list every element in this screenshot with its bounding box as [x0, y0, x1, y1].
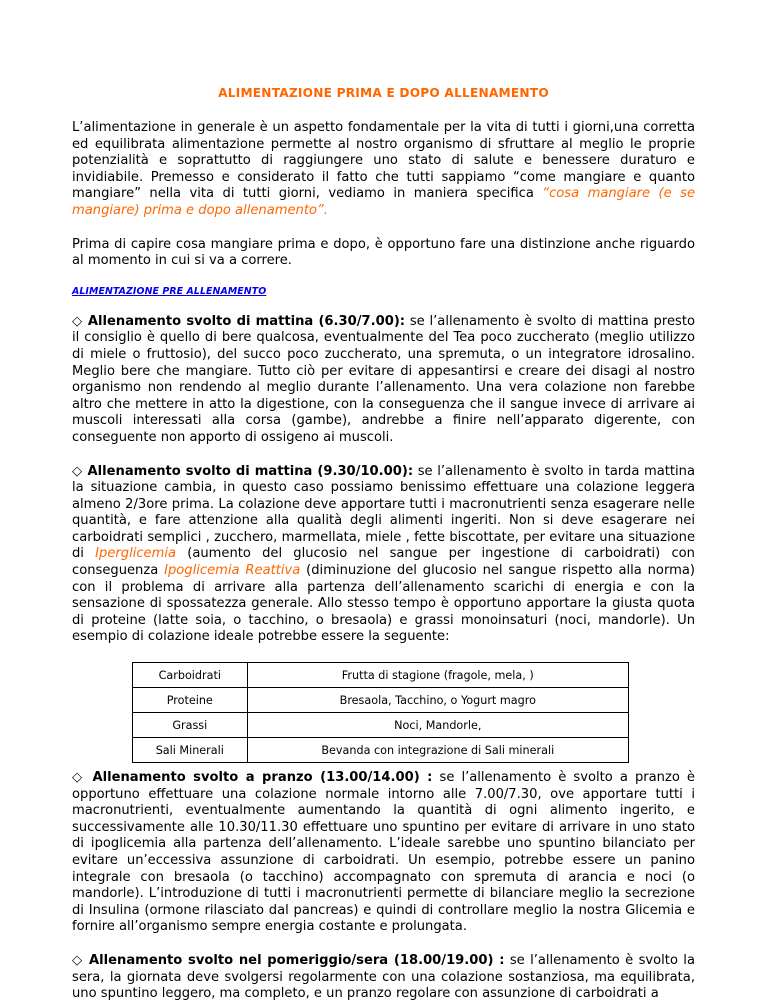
block-heading: ◇ Allenamento svolto a pranzo (13.00/14.00) :: [72, 770, 433, 786]
block-text: (aumento del glucosio nel sangue per ingestione di carboidrati) con conseguenza: [72, 546, 695, 579]
table-cell-key: Grassi: [133, 713, 248, 738]
block-text: se l’allenamento è svolto a pranzo è opportuno effettuare una colazione normale intorno alle 7.00/7.30, ove apportare tutti i macronutrienti, eventualmente aumentando la quantità di ogni alimento ingerito, e successivamente alle 10.30/11.30 effettuare uno spuntino per evitare di arrivare in uno stato di ipoglicemia alla partenza dell’allenamento. L’ideale sarebbe uno spuntino bilanciato per evitare un’eccessiva assunzione di carboidrati. Un esempio, potrebbe essere un panino integrale con bresaola (o tacchino) accompagnato con spremuta di arancia e noci (o mandorle). L’introduzione di tutti i macronutrienti permette di bilanciare meglio la secrezione di Insulina (ormone rilasciato dal pancreas) e quindi di controllare meglio la nostra Glicemia e fornire all’organismo sempre energia costante e prolungata.: [72, 770, 695, 935]
table-cell-key: Proteine: [133, 688, 248, 713]
intro-text: L’alimentazione in generale è un aspetto fondamentale per la vita di tutti i giorni,una corretta ed equilibrata alimentazione permette al nostro organismo di sfruttare al meglio le proprie potenzialità e soprattutto di raggiungere uno stato di salute e benessere duraturo e invidiabile. Premesso e considerato il fatto che tutti sappiamo “come mangiare e quanto mangiare” nella vita di tutti giorni, vediamo in maniera specifica: [72, 120, 695, 202]
block-mattina-presto: [72, 314, 695, 447]
document-title: ALIMENTAZIONE PRIMA E DOPO ALLENAMENTO: [218, 86, 549, 100]
term-iperglicemia: Iperglicemia: [95, 546, 177, 562]
colazione-table: [132, 662, 629, 763]
table-row: [133, 713, 629, 738]
block-heading: ◇ Allenamento svolto di mattina (9.30/10.00):: [72, 463, 414, 479]
table-row: [133, 663, 629, 688]
table-cell-value: Bresaola, Tacchino, o Yogurt magro: [247, 688, 628, 713]
block-pranzo: [72, 770, 695, 936]
table-row: [133, 738, 629, 763]
block-text: se l’allenamento è svolto la sera, la giornata deve svolgersi regolarmente con una colazione sostanziosa, ma equilibrata, uno spuntino leggero, ma completo, e un pranzo regolare con assunzione di carboidrati a: [72, 952, 695, 1002]
intro-paragraph-2: Prima di capire cosa mangiare prima e dopo, è opportuno fare una distinzione anche riguardo al momento in cui si va a correre.: [72, 236, 695, 269]
table-cell-value: Noci, Mandorle,: [247, 713, 628, 738]
intro-highlight: “cosa mangiare (e se mangiare) prima e dopo allenamento”.: [72, 186, 696, 218]
table-cell-value: Frutta di stagione (fragole, mela, ): [247, 663, 628, 688]
block-text: se l’allenamento è svolto in tarda mattina la situazione cambia, in questo caso possiamo benissimo effettuare una colazione leggera almeno 2/3ore prima. La colazione deve apportare tutti i macronutrienti senza esagerare nelle quantità, e fare attenzione alla qualità degli alimenti ingeriti. Non si deve esagerare nei carboidrati semplici , zucchero, marmellata, miele , fette biscottate, per evitare una situazione di: [72, 463, 695, 562]
table-cell-value: Bevanda con integrazione di Sali minerali: [247, 738, 628, 763]
document-page: [72, 0, 695, 1003]
table-row: [133, 688, 629, 713]
block-text: (diminuzione del glucosio nel sangue rispetto alla norma) con il problema di arrivare alla partenza dell’allenamento scarichi di energia e con la sensazione di spossatezza generale. Allo stesso tempo è opportuno apportare la giusta quota di proteine (latte soia, o tacchino, o bresaola) e grassi monoinsaturi (noci, mandorle). Un esempio di colazione ideale potrebbe essere la seguente:: [72, 563, 695, 645]
block-text: se l’allenamento è svolto di mattina presto il consiglio è quello di bere qualcosa, eventualmente del Tea poco zuccherato (meglio utilizzo di miele o fruttosio), del succo poco zuccherato, una spremuta, o un integratore idrosalino. Meglio bere che mangiare. Tutto ciò per evitare di appesantirsi e creare dei disagi al nostro organismo non rendendo al meglio durante l’allenamento. Una vera colazione non farebbe altro che mettere in atto la digestione, con la conseguenza che il sangue invece di arrivare ai muscoli interessati alla corsa (gambe), andrebbe a finire nell’apparato digerente, con conseguente non apporto di ossigeno ai muscoli.: [72, 313, 695, 445]
intro-paragraph: [72, 120, 695, 220]
block-tarda-mattina: [72, 464, 695, 647]
table-cell-key: Sali Minerali: [133, 738, 248, 763]
table-cell-key: Carboidrati: [133, 663, 248, 688]
block-heading: ◇ Allenamento svolto di mattina (6.30/7.00):: [72, 313, 406, 329]
section-link-pre-allenamento[interactable]: ALIMENTAZIONE PRE ALLENAMENTO: [72, 285, 267, 297]
block-heading: ◇ Allenamento svolto nel pomeriggio/sera (18.00/19.00) :: [72, 952, 505, 968]
term-ipoglicemia-reattiva: Ipoglicemia Reattiva: [164, 563, 301, 579]
block-pomeriggio-sera: [72, 953, 695, 1003]
